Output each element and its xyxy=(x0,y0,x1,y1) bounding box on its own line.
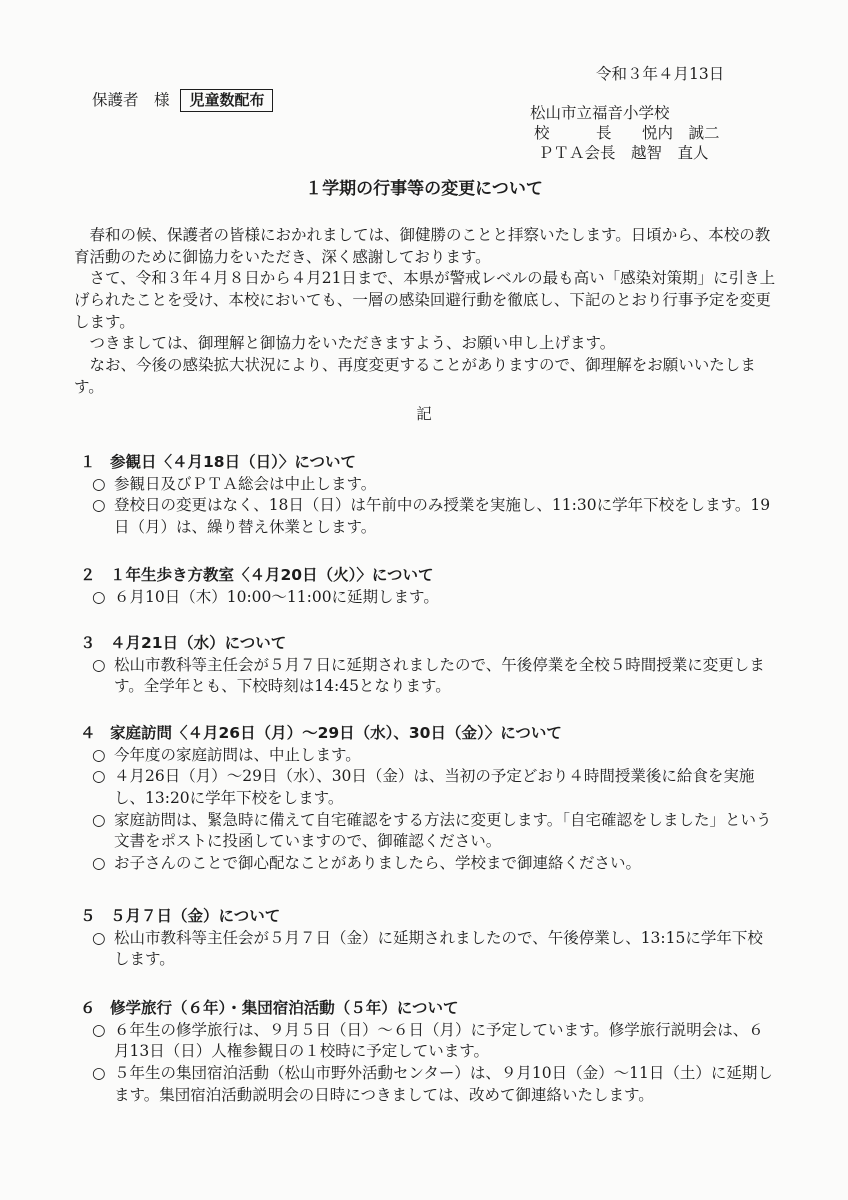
document-title: １学期の行事等の変更について xyxy=(305,179,543,199)
list-item: ○ ５年生の集団宿泊活動（松山市野外活動センター）は、９月10日（金）～11日（土）に延期します。集団宿泊活動説明会の日時につきましては、改めて御連絡いたします。 xyxy=(92,1064,773,1104)
list-item: ○ 松山市教科等主任会が５月７日（金）に延期されましたので、午後停業し、13:15に学年下校します。 xyxy=(92,928,763,969)
section-4 xyxy=(74,723,776,875)
section-heading: ５ ５月７日（金）について xyxy=(80,907,281,925)
intro-paragraph: つきましては、御理解と御協力をいただきますよう、お願い申し上げます。 xyxy=(89,334,616,353)
school-name: 松山市立福音小学校 xyxy=(530,104,670,122)
section-1 xyxy=(74,452,776,539)
distribution-tag: 児童数配布 xyxy=(180,89,273,112)
intro-paragraph: 春和の候、保護者の皆様におかれましては、御健勝のことと拝察いたします。日頃から、本校の教育活動のために御協力をいただき、深く感謝しております。 xyxy=(74,226,771,266)
intro-paragraph: さて、令和３年４月８日から４月21日まで、本県が警戒レベルの最も高い「感染対策期」に引き上げられたことを受け、本校においても、一層の感染回避行動を徹底し、下記のとおり行事予定を変更します。 xyxy=(74,269,776,331)
section-5 xyxy=(74,906,776,971)
intro-body xyxy=(74,225,776,399)
list-item: ○ 家庭訪問は、緊急時に備えて自宅確認をする方法に変更します。「自宅確認をしました」という文書をポストに投函していますので、御確認ください。 xyxy=(92,810,772,851)
pta-role: ＰＴＡ会長 xyxy=(538,144,616,162)
section-3 xyxy=(74,633,776,698)
list-item: ○ 登校日の変更はなく、18日（日）は午前中のみ授業を実施し、11:30に学年下校をします。19日（月）は、繰り替え休業とします。 xyxy=(92,496,771,537)
pta-name: 越智 直人 xyxy=(631,144,709,162)
list-item: ○ ６月10日（木）10:00～11:00に延期します。 xyxy=(92,587,439,606)
section-heading: ２ １年生歩き方教室〈４月20日（火）〉について xyxy=(80,566,434,584)
principal-line xyxy=(534,123,720,145)
section-heading: ３ ４月21日（水）について xyxy=(80,634,287,652)
list-item: ○ 今年度の家庭訪問は、中止します。 xyxy=(92,745,361,764)
document-date: 令和３年４月13日 xyxy=(596,65,725,83)
intro-paragraph: なお、今後の感染拡大状況により、再度変更することがありますので、御理解をお願いいたします。 xyxy=(74,356,756,396)
section-heading: ６ 修学旅行（６年）・集団宿泊活動（５年）について xyxy=(80,999,459,1017)
list-item: ○ 参観日及びＰＴＡ総会は中止します。 xyxy=(92,474,377,493)
recipient: 保護者 様 xyxy=(92,91,170,109)
recipient-line xyxy=(92,89,273,112)
list-item: ○ ６年生の修学旅行は、９月５日（日）～６日（月）に予定しています。修学旅行説明会は、６月13日（日）人権参観日の１校時に予定しています。 xyxy=(92,1020,764,1061)
principal-name: 悦内 誠二 xyxy=(642,124,720,142)
section-heading: ４ 家庭訪問〈４月26日（月）～29日（水）、30日（金）〉について xyxy=(80,724,562,742)
principal-role: 校 長 xyxy=(534,124,612,142)
list-item: ○ 松山市教科等主任会が５月７日に延期されましたので、午後停業を全校５時間授業に変更します。全学年とも、下校時刻は14:45となります。 xyxy=(92,655,765,696)
list-item: ○ お子さんのことで御心配なことがありましたら、学校まで御連絡ください。 xyxy=(92,854,642,873)
section-2 xyxy=(74,565,776,608)
pta-line xyxy=(538,143,709,165)
section-heading: １ 参観日〈４月18日（日）〉について xyxy=(80,453,357,471)
section-6 xyxy=(74,998,776,1106)
ki-marker: 記 xyxy=(416,405,432,423)
list-item: ○ ４月26日（月）～29日（水）、30日（金）は、当初の予定どおり４時間授業後に給食を実施し、13:20に学年下校をします。 xyxy=(92,767,755,808)
